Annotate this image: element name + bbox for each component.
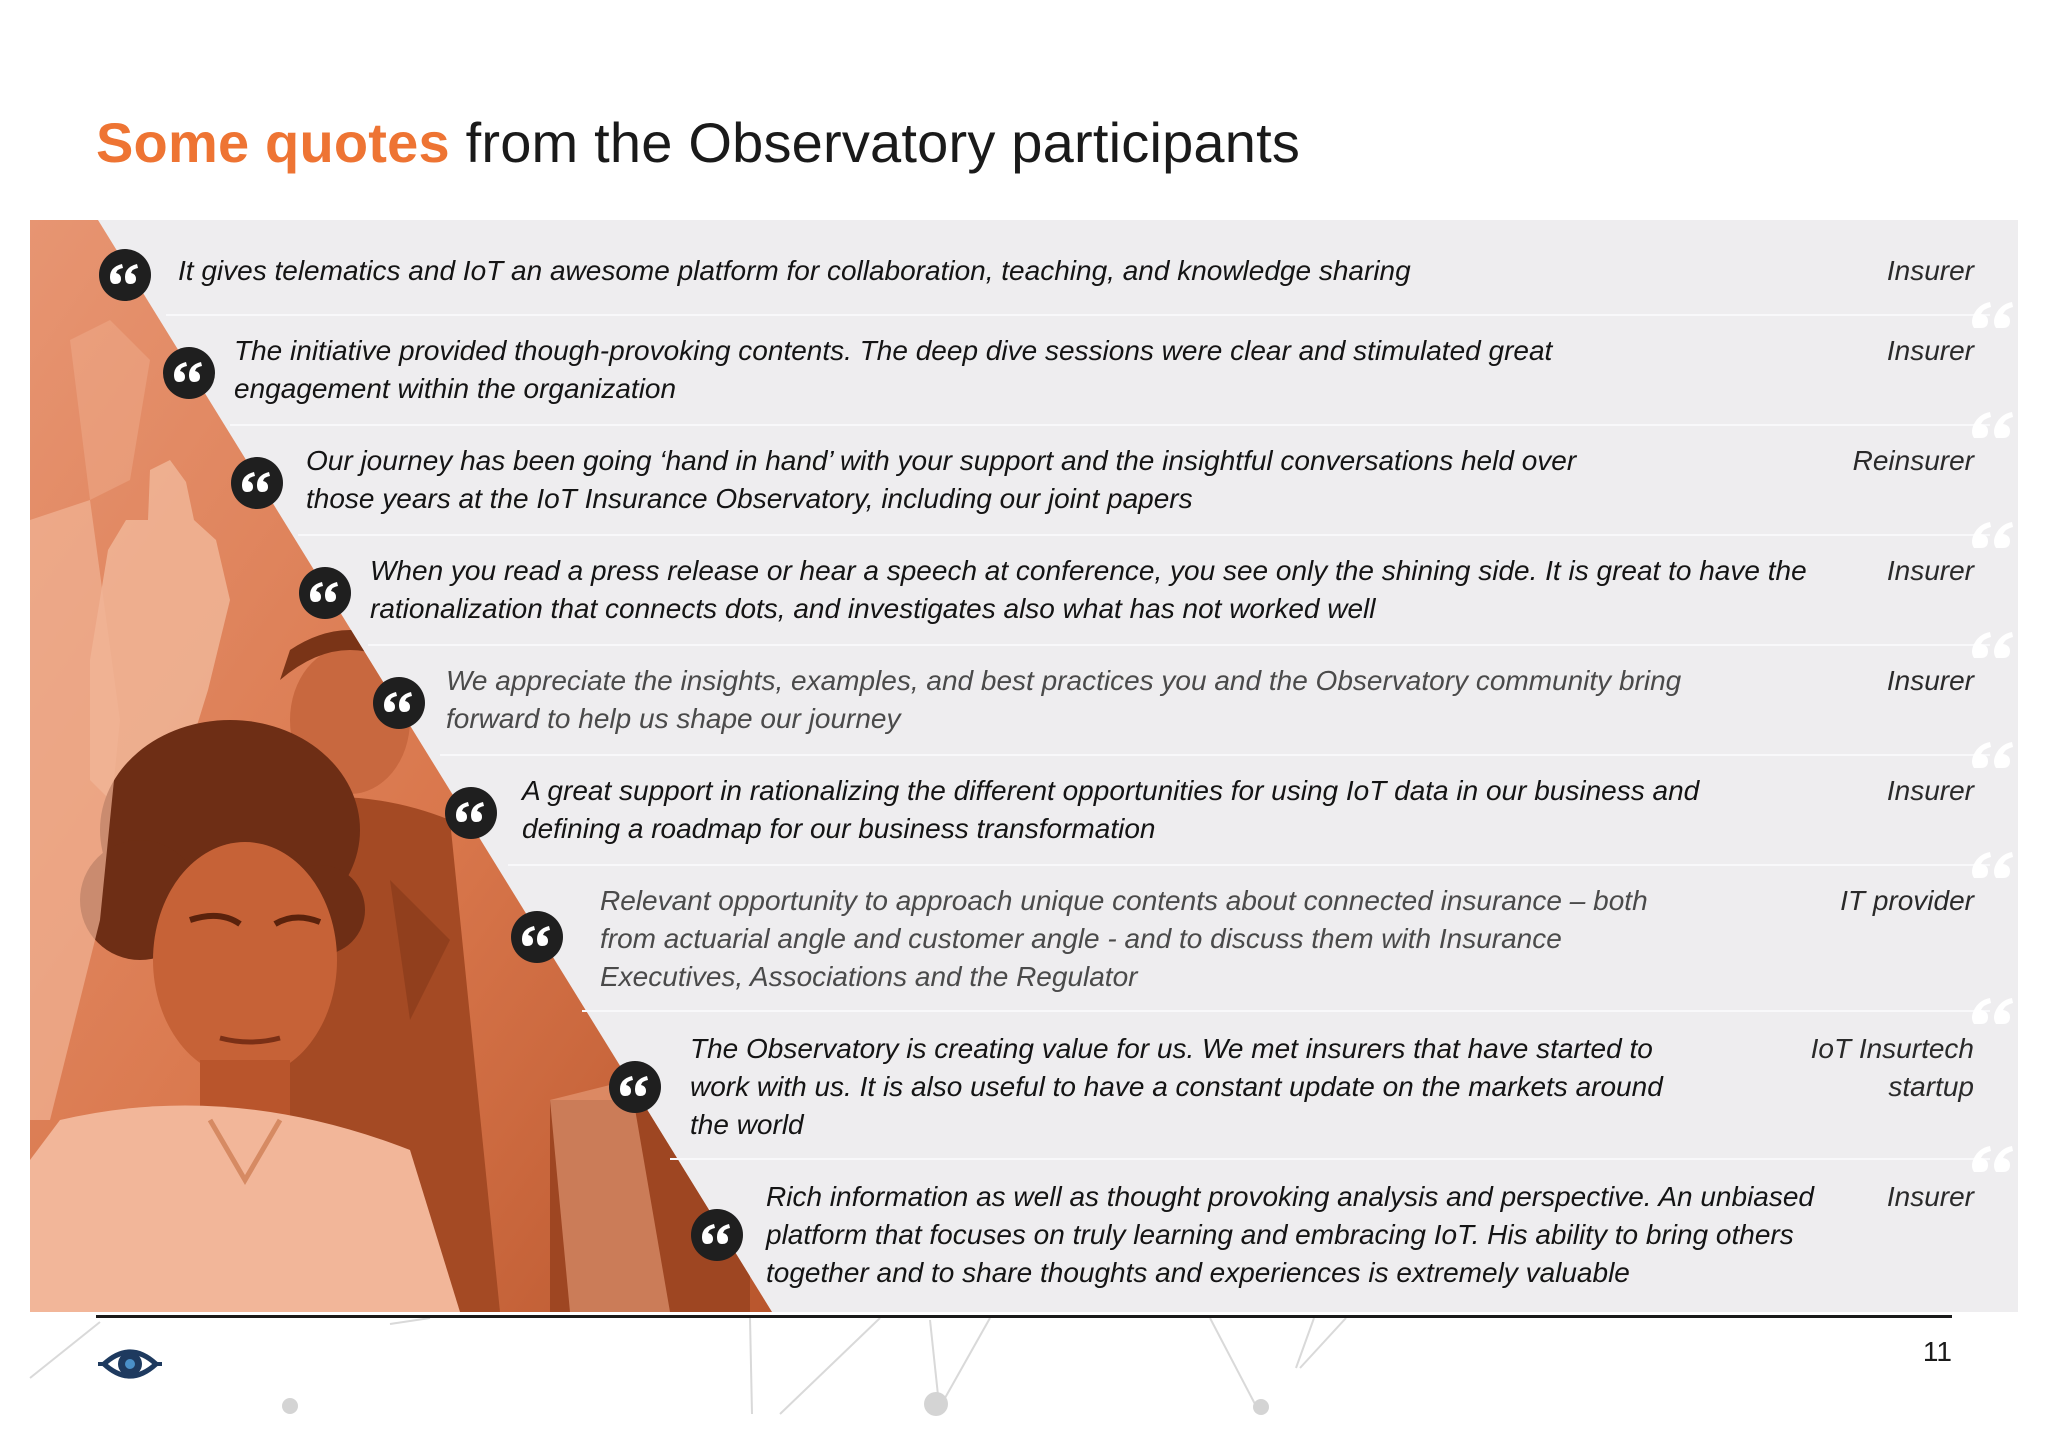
quote-text: Relevant opportunity to approach unique contents about connected insurance – both from actuarial angle and customer angle - and to discuss them with Insurance Executives, Associations and the Regulator [600,885,1648,992]
row-separator [298,534,1990,536]
quote-watermark-icon [1970,300,2016,330]
quote-mark-icon [510,910,564,964]
quote-watermark-icon [1970,740,2016,770]
quote-watermark-icon [1970,520,2016,550]
quote-source: Reinsurer [1852,445,1974,476]
quote-watermark-icon [1970,996,2016,1026]
quote-text: When you read a press release or hear a speech at conference, you see only the shining side. It is great to have the rationalization that connects dots, and investigates also what has not worked well [370,555,1807,624]
row-separator [440,754,1990,756]
quote-text: Rich information as well as thought provoking analysis and perspective. An unbiased platform that focuses on truly learning and embracing IoT. His ability to bring others together and to share thoughts and experiences is extremely valuable [766,1181,1815,1288]
quote-watermark-icon [1970,410,2016,440]
quotes-panel [30,220,2018,1312]
quote-text: We appreciate the insights, examples, and best practices you and the Observatory community bring forward to help us shape our journey [446,665,1682,734]
row-separator [166,314,1990,316]
quote-mark-icon [444,786,498,840]
observatory-eye-logo-icon [98,1336,162,1392]
page-number: 11 [1922,1336,1952,1367]
page-title [96,110,1300,175]
row-separator [508,864,1990,866]
quote-source: Insurer [1886,555,1974,586]
title-rest: from the Observatory participants [449,111,1301,174]
network-decoration [0,1318,2048,1448]
quote-watermark-icon [1970,1144,2016,1174]
quote-source: Insurer [1886,665,1974,696]
quote-source: Insurer [1886,1181,1974,1212]
quote-source: Insurer [1886,335,1974,366]
quote-text: Our journey has been going ‘hand in hand’ with your support and the insightful conversations held over those years at the IoT Insurance Observatory, including our joint papers [306,445,1577,514]
quote-mark-icon [98,248,152,302]
quote-mark-icon [372,676,426,730]
quote-mark-icon [608,1060,662,1114]
quote-source: Insurer [1886,255,1974,286]
quote-mark-icon [298,566,352,620]
quote-mark-icon [230,456,284,510]
quote-text: The Observatory is creating value for us. We met insurers that have started to work with us. It is also useful to have a constant update on the markets around the world [690,1033,1663,1140]
quote-source: IoT Insurtech startup [1810,1033,1974,1102]
row-separator [582,1010,1990,1012]
quote-text: A great support in rationalizing the different opportunities for using IoT data in our business and defining a roadmap for our business transformation [522,775,1700,844]
quote-text: It gives telematics and IoT an awesome platform for collaboration, teaching, and knowledge sharing [178,255,1411,286]
row-separator [368,644,1990,646]
quote-source: Insurer [1886,775,1974,806]
quote-mark-icon [690,1208,744,1262]
quote-source: IT provider [1840,885,1974,916]
row-separator [230,424,1990,426]
quote-watermark-icon [1970,630,2016,660]
quote-watermark-icon [1970,850,2016,880]
title-highlight: Some quotes [96,111,450,174]
quote-text: The initiative provided though-provoking contents. The deep dive sessions were clear and stimulated great engagement within the organization [234,335,1553,404]
row-separator [670,1158,1990,1160]
quote-mark-icon [162,346,216,400]
